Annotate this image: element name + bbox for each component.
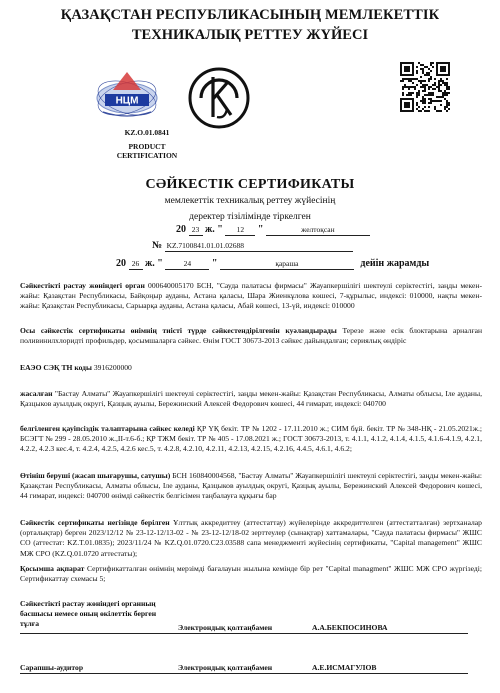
product-paragraph [20,326,482,346]
valid-month: қараша [220,259,354,270]
organ-text: 000640005170 БСН, "Сауда палатасы фирмасы" Жауапкершілігі шектеулі серіктестігі, заңды мекен-жайы: Қазақстан Республикасы, Байқоңыр ауданы, Астана қаласы, Шара Жиенкұлова көшесі, 7-құрылыс, индексі: 010000, нақты мекен-жайы: Қазақстан Республикасы, Сарыарқа ауданы, Астана қаласы, Абай көшесі, 13-үй, индексі: 010000 [20,281,483,311]
expert-signature-method: Электрондық қолтаңбамен [178,663,273,672]
certification-label-2: CERTIFICATION [116,151,178,160]
certificate-title: СӘЙКЕСТІК СЕРТИФИКАТЫ [145,177,355,192]
head-signature-method: Электрондық қолтаңбамен [178,623,273,632]
certificate-subtitle-1: мемлекеттік техникалық реттеу жүйесінің [164,196,336,206]
certification-code: KZ.O.01.0841 [124,128,170,137]
valid-suffix: дейін жарамды [360,258,430,269]
basis-text: Ұлттық аккредиттеу (аттестаттау) жүйелерінде аккредиттелген (аттестатталған) зертханалар (орталықтар) берген 2023/12/12 № 23-12-12/13-02 - № 23-12-12/18-02 зерттеулер (сынақтар) хаттамалары, "Сауда палатасы фирмасы" ЖШС СО (аттестат: KZ.T.01.0835); 2023/11/24 № KZ.Q.01.0720.C23.03588 сапа менеджменті жүйесінің сертификаты, "Capital management" ЖШС МЖ СРО (KZ.Q.01.0720 аттестаты); [20,518,482,558]
requirements-label: белгіленген қауіпсіздік талаптарына сәйкес келеді [20,424,195,433]
maker-paragraph [20,389,482,409]
product-label: Осы сәйкестік сертификаты өнімнің тиісті түрде сәйкестендірілгенін куәландырады [20,326,337,335]
issue-year: 23 [189,225,203,236]
issue-day: 12 [225,225,255,236]
extra-label: Қосымша ақпарат [20,564,85,573]
tnved-value: 3916200000 [93,363,132,372]
registration-label: № [152,240,163,251]
registration-row [152,240,353,252]
organ-paragraph [20,281,482,312]
expert-label: Сарапшы-аудитор [20,663,84,672]
head-signatory-name: А.А.БЕКПОСИНОВА [312,623,388,632]
extra-text: Сертификатталған өнімнің мерзімді бағалауын жылына кемінде бір рет "Capital managment" ЖШС МЖ СРО жүргізеді; Сертификаттау схемасы 5; [20,564,482,584]
issue-month: желтоқсан [266,225,370,236]
valid-year-prefix: 20 [116,258,126,269]
basis-paragraph [20,518,482,559]
ncm-logo [95,68,159,120]
organ-label: Сәйкестікті растау жөніндегі орган [20,281,145,290]
issue-date-row: 20 23 ж. " 12 " желтоқсан [176,224,370,236]
certificate-subtitle-2: деректер тізілімінде тіркелген [189,212,311,222]
certification-label-1: PRODUCT [128,141,166,151]
issue-year-prefix: 20 [176,224,186,235]
certification-block [102,128,192,161]
maker-text: "Бастау Алматы" Жауапкершілігі шектеулі серіктестігі, заңды мекен-жайы: Қазақстан Республикасы, Алматы облысы, Іле ауданы, Қазцыков ауылдық округі, Қазцық ауылы, Бережинский Алексей Федорович көшесі, 44 гимарат, индексі: 040700 [20,389,482,409]
applicant-label: Өтініш беруші (жасап шығарушы, сатушы) [20,471,171,480]
ncm-logo-text: НЦМ [115,95,139,107]
header-line-1: ҚАЗАҚСТАН РЕСПУБЛИКАСЫНЫҢ МЕМЛЕКЕТТІК [60,7,440,23]
head-signatory-label [20,599,190,630]
expert-name: А.Е.ИСМАГУЛОВ [312,663,377,672]
head-label-line-1: Сәйкестікті растау жөніндегі органның [20,599,156,608]
tnved-paragraph [20,363,482,373]
applicant-paragraph [20,471,482,502]
valid-year-suffix: ж. [145,258,155,269]
header-line-2: ТЕХНИКАЛЫҚ РЕТТЕУ ЖҮЙЕСІ [131,27,369,43]
requirements-text: ҚР ҮҚ бекіт. ТР № 1202 - 17.11.2010 ж.; СИМ бұй. бекіт. ТР № 348-НҚ - 21.05.2021ж.; БСЭГТ № 299 - 28.05.2010 ж.,ІІ-т.6-б.; ҚР ТЖМ бекіт. ТР № 405 - 17.08.2021 ж.; ГОСТ 30673-2013, т. 4.1.1, 4.1.2, 4.1.4, 4.1.5, 4.1.6-4.1.9, 4.2.1, 4.2.2, 4.2.3 кес.4, т. 4.2.4, 4.2.5, 4.2.6 кес.5, т. 4.2.8, 4.2.10, 4.2.11, 4.2.13, 4.2.15, 4.2.16, 4.4.5, 4.6.1, 4.6.2; [20,424,482,454]
head-label-line-3: тұлға [20,619,40,629]
head-label-line-2: басшысы немесе оның өкілеттік берген [20,609,157,619]
basis-label: Сәйкестік сертификаты негізінде берілген [20,518,170,527]
requirements-paragraph [20,424,482,455]
applicant-text: БСН 160840004568, "Бастау Алматы" Жауапкершілігі шектеулі серіктестігі, заңды мекен-жайы: Қазақстан Республикасы, Алматы облысы, Іле ауданы, Қазцыков ауылдық округі, Қазцық ауылы, Бережинский Алексей Федорович көшесі, 44 гимарат, индексі: 040700 өнімді сәйкестік белгісімен таңбалауға құқығы бар [20,471,483,501]
tnved-label: ЕАЭО СЭҚ ТН коды [20,363,92,372]
extra-paragraph [20,564,482,584]
valid-day: 24 [165,259,209,270]
registration-number: KZ.7100841.01.01.02688 [165,241,353,252]
conformity-mark-icon [187,65,251,131]
issue-year-suffix: ж. [205,224,215,235]
product-text: Терезе және есік блоктарына арналған поливинилхлоридті профильдер, қосымшаларға сәйкес. Өнім ГОСТ 30673-2013 сәйкес дайындалған; сериялық өндіріс [20,326,483,346]
qr-code-icon [400,62,450,112]
valid-year: 26 [129,259,143,270]
valid-until-row: 20 26 ж. " 24 " қараша дейін жарамды [116,258,430,269]
maker-label: жасалған [20,389,53,398]
